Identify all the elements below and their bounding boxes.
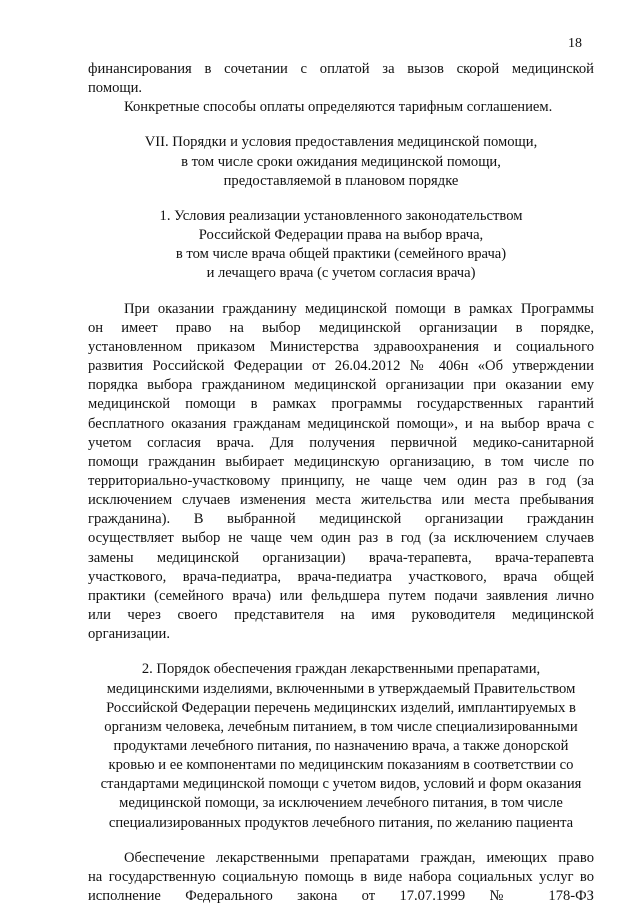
- text-line: участкового, врача-педиатра, врача-педиатра участкового, врача общей: [88, 568, 594, 585]
- text-line: организации.: [88, 626, 170, 643]
- title-line: организм человека, лечебным питанием, в том числе специализированными: [104, 718, 578, 735]
- title-line: предоставляемой в плановом порядке: [223, 172, 459, 189]
- text-line: развития Российской Федерации от 26.04.2012 № 406н «Об утверждении: [88, 358, 594, 375]
- text-line: практики (семейного врача) или фельдшера путем подачи заявления лично: [88, 587, 594, 604]
- text-line: помощи гражданин выбирает медицинскую организацию, в том числе по: [88, 453, 594, 470]
- text-line: осуществляет выбор не чаще чем один раз в год (за исключением случаев: [88, 530, 594, 547]
- title-line: медицинской помощи, за исключением лечебного питания, в том числе: [119, 795, 563, 812]
- text-line: замены медицинской организации) врача-терапевта, врача-терапевта: [88, 549, 594, 566]
- text-line: финансирования в сочетании с оплатой за вызов скорой медицинской: [88, 61, 594, 77]
- title-line: 2. Порядок обеспечения граждан лекарственными препаратами,: [141, 661, 541, 678]
- title-line: Российской Федерации права на выбор врача,: [198, 227, 484, 244]
- title-line: Российской Федерации перечень медицинских изделий, имплантируемых в: [106, 699, 576, 716]
- section-title: [88, 133, 594, 190]
- title-line: и лечащего врача (с учетом согласия врача): [206, 265, 476, 282]
- title-line: кровью и ее компонентами по медицинским показаниям в соответствии со: [108, 757, 574, 774]
- page-content: [88, 60, 594, 906]
- text-line: установленном приказом Министерства здравоохранения и социального: [88, 338, 594, 355]
- text-line: или через своего представителя на имя руководителя медицинской: [88, 607, 594, 624]
- text-line: При оказании гражданину медицинской помощи в рамках Программы: [124, 300, 594, 317]
- text-line: бесплатного оказания гражданам медицинской помощи», и на выбор врача с: [88, 415, 594, 432]
- payment-paragraph: Конкретные способы оплаты определяются тарифным соглашением.: [124, 99, 553, 116]
- subsection-2-paragraph: [88, 849, 594, 906]
- title-line: продуктами лечебного питания, по назначению врача, а также донорской: [113, 738, 569, 754]
- text-line: порядка выбора гражданином медицинской организации при оказании ему: [88, 377, 594, 394]
- title-line: медицинскими изделиями, включенными в утверждаемый Правительством: [106, 680, 576, 697]
- title-line: стандартами медицинской помощи с учетом видов, условий и форм оказания: [100, 776, 582, 793]
- text-line: он имеет право на выбор медицинской организации в порядке,: [88, 319, 594, 336]
- subsection-1-title: [88, 207, 594, 284]
- subsection-1-paragraph: [88, 300, 594, 645]
- title-line: в том числе сроки ожидания медицинской помощи,: [181, 153, 501, 170]
- title-line: 1. Условия реализации установленного законодательством: [159, 207, 523, 224]
- text-line: на государственную социальную помощь в виде набора социальных услуг во: [88, 868, 594, 885]
- text-line: медицинской помощи в рамках программы государственных гарантий: [88, 396, 594, 413]
- page-number: 18: [568, 36, 582, 51]
- text-line: территориально-участковому принципу, не чаще чем один раз в год (за: [88, 472, 594, 489]
- text-line: помощи.: [88, 80, 143, 97]
- text-line: гражданина). В выбранной медицинской организации гражданин: [88, 511, 594, 528]
- text-line: Обеспечение лекарственными препаратами граждан, имеющих право: [124, 849, 594, 866]
- text-line: учетом согласия врача. Для получения первичной медико-санитарной: [88, 434, 594, 451]
- title-line: специализированных продуктов лечебного питания, по желанию пациента: [108, 814, 574, 831]
- intro-paragraph: [88, 60, 594, 98]
- text-line: исполнение Федерального закона от 17.07.1999 № 178-ФЗ: [88, 888, 594, 905]
- text-line: исключением случаев изменения места жительства или места пребывания: [88, 492, 594, 509]
- subsection-2-title: [88, 660, 594, 832]
- title-line: VII. Порядки и условия предоставления медицинской помощи,: [144, 134, 538, 151]
- title-line: в том числе врача общей практики (семейного врача): [175, 246, 507, 263]
